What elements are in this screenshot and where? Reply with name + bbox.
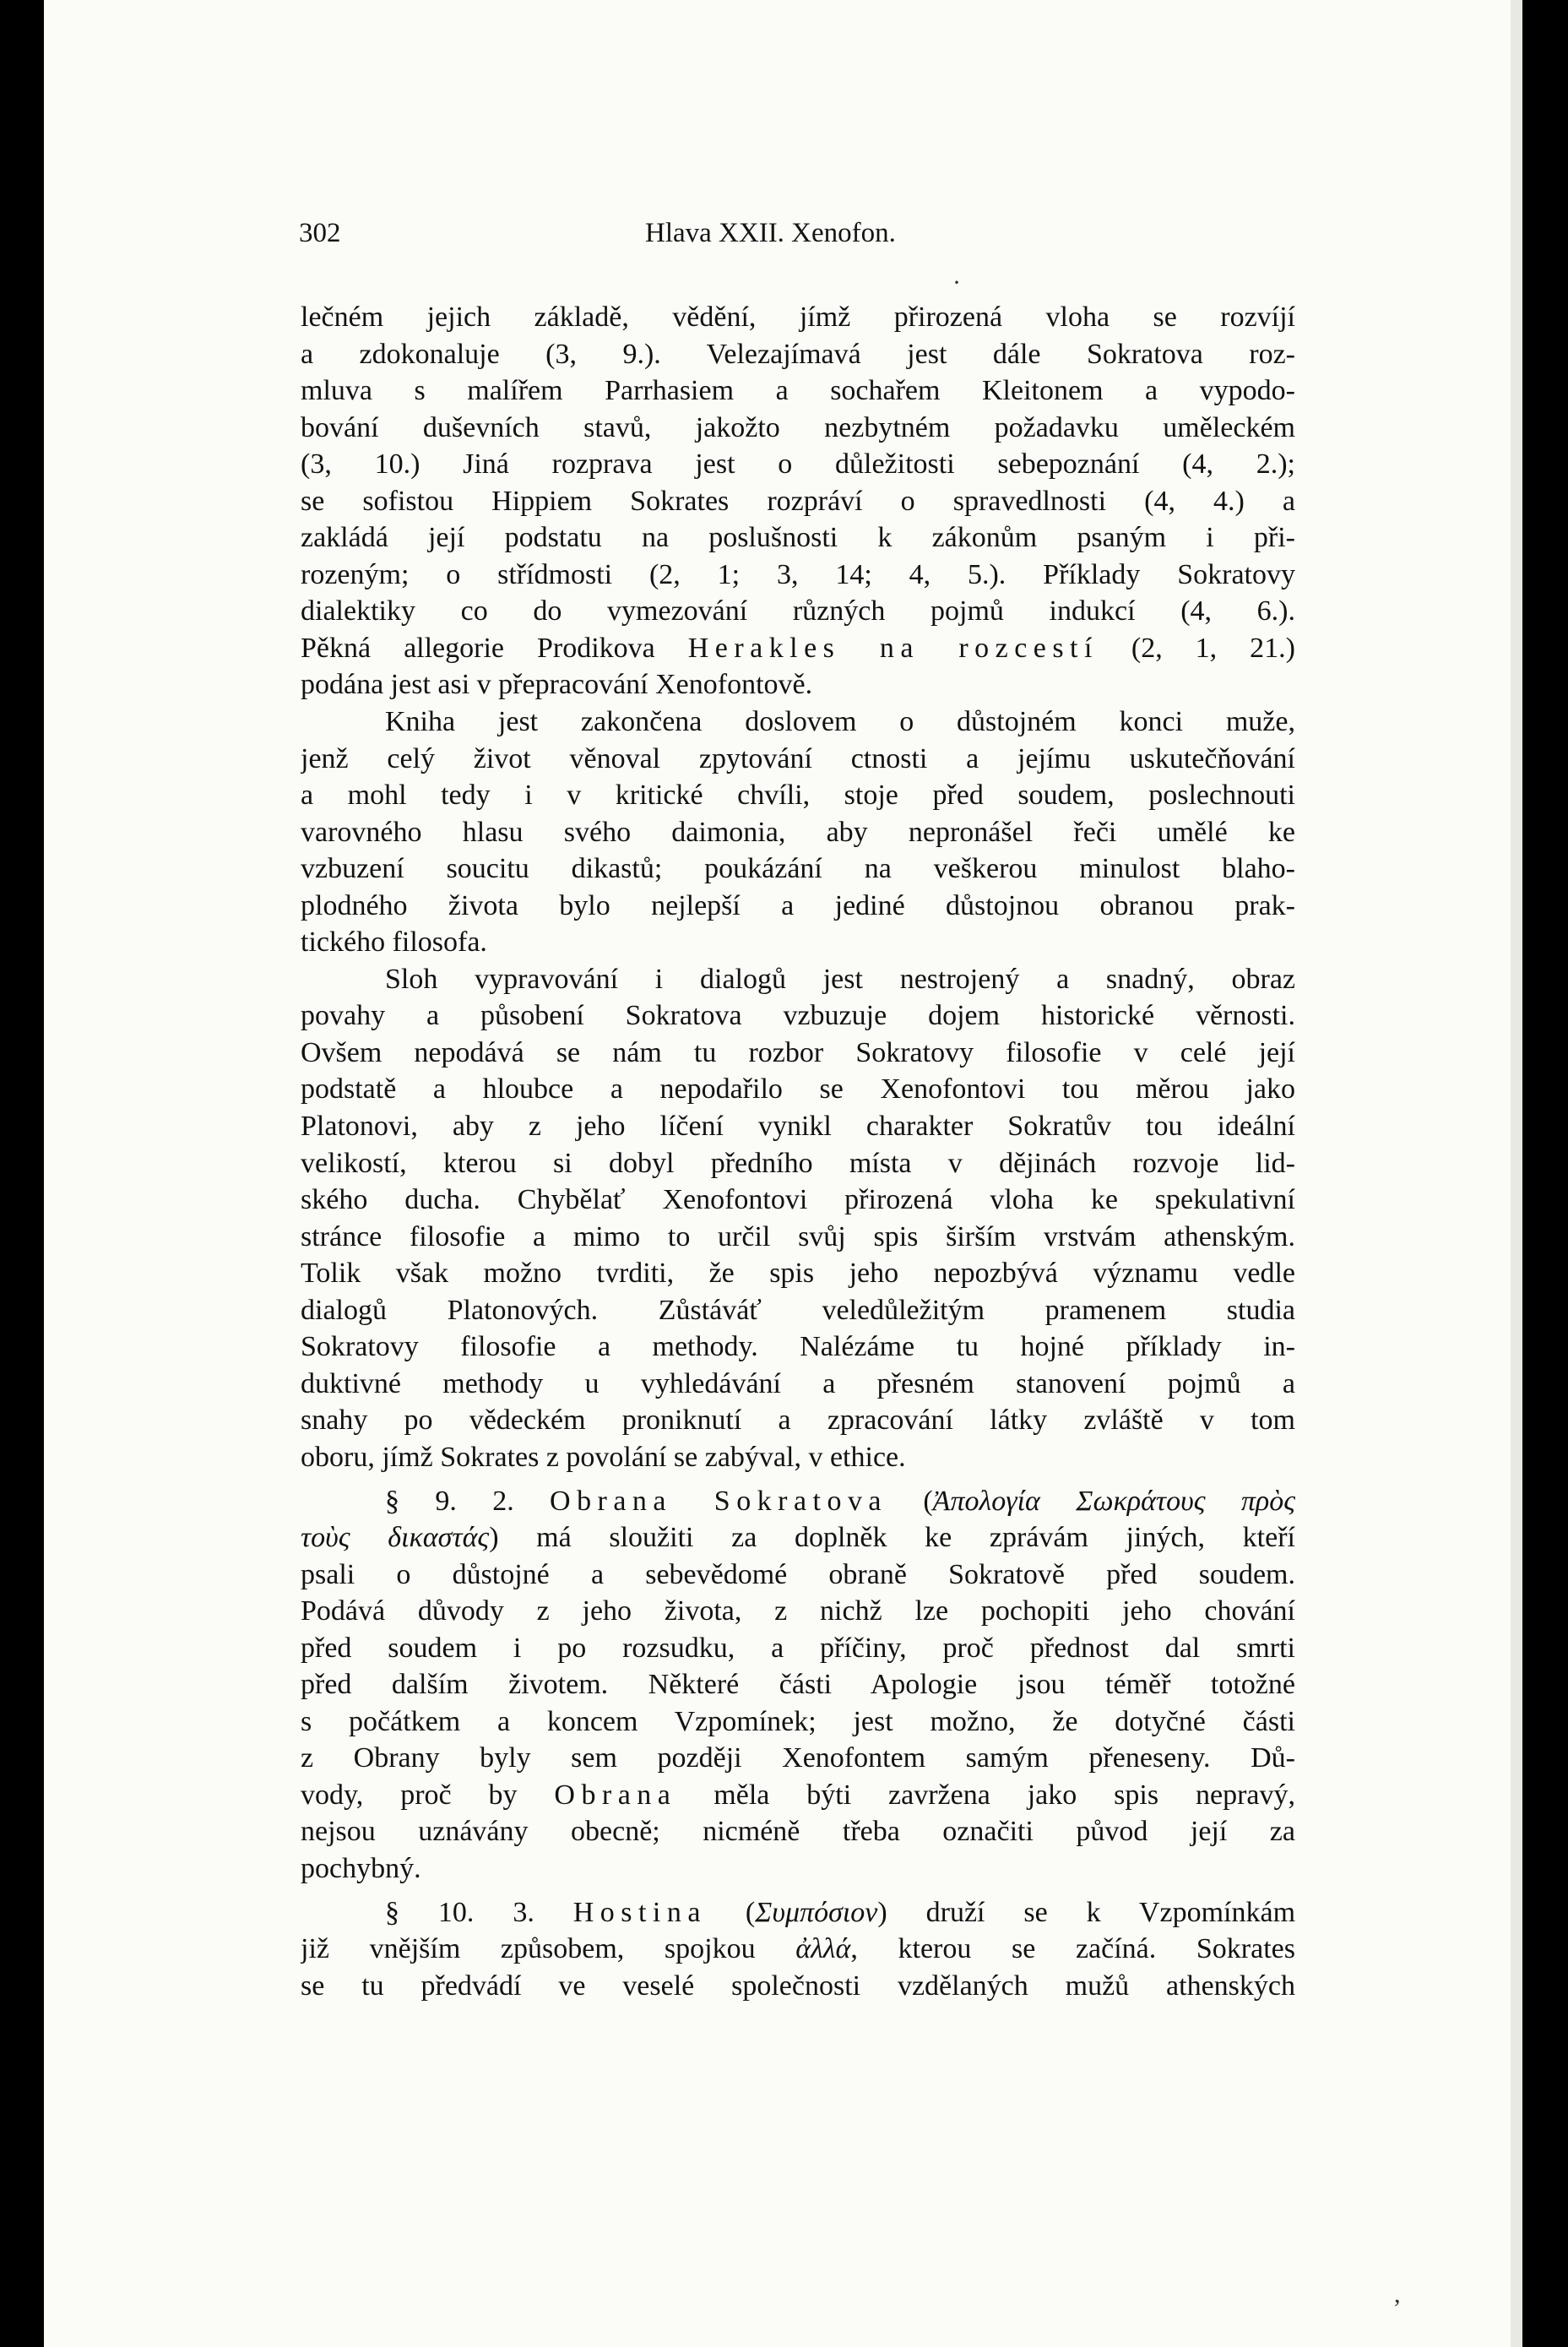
text-line: snahy po vědeckém proniknutí a zpracování látky zvláště v tom <box>301 1404 1295 1437</box>
text-line: pochybný. <box>301 1852 421 1884</box>
text-line: psali o důstojné a sebevědomé obraně Sokratově před soudem. <box>301 1558 1295 1590</box>
running-title: Hlava XXII. Xenofon. <box>645 218 896 248</box>
text-line: před dalším životem. Některé části Apologie jsou téměř totožné <box>301 1669 1295 1701</box>
text-line: z Obrany byly sem později Xenofontem samým přeneseny. Dů- <box>301 1742 1295 1774</box>
text-line: Platonovi, aby z jeho líčení vynikl charakter Sokratův tou ideální <box>301 1111 1295 1143</box>
text-line: dialektiky co do vymezování různých pojmů indukcí (4, 6.). <box>301 595 1295 627</box>
text-line: tického filosofa. <box>301 926 487 959</box>
text-line: rozeným; o střídmosti (2, 1; 3, 14; 4, 5.). Příklady Sokratovy <box>301 558 1295 590</box>
text-run: § 10. 3. <box>385 1896 573 1928</box>
text-line: dialogů Platonových. Zůstáváť veledůležitým pramenem studia <box>301 1294 1295 1326</box>
text-run: měla býti zavržena jako spis nepravý, <box>676 1779 1295 1811</box>
greek-title: Ἀπολογία Σωκράτους πρὸς <box>932 1485 1295 1517</box>
text-line: vzbuzení soucitu dikastů; poukázání na veškerou minulost blaho- <box>301 853 1295 885</box>
text-line: a zdokonaluje (3, 9.). Velezajímavá jest dále Sokratova roz- <box>301 338 1295 370</box>
text-line: duktivné methody u vyhledávání a přesném stanovení pojmů a <box>301 1367 1295 1399</box>
text-line: podána jest asi v přepracování Xenofontově. <box>301 669 813 701</box>
text-line: Ovšem nepodává se nám tu rozbor Sokratovy filosofie v celé její <box>301 1036 1295 1068</box>
text-run: (2, 1, 21.) <box>1098 632 1295 664</box>
text-line: Sloh vypravování i dialogů jest nestrojený a snadný, obraz <box>385 963 1295 995</box>
body-text <box>301 299 1295 2004</box>
text-line: a mohl tedy i v kritické chvíli, stoje před soudem, poslechnouti <box>301 780 1295 812</box>
text-run: § 9. 2. <box>385 1485 551 1517</box>
text-line: stránce filosofie a mimo to určil svůj spis širším vrstvám athenským. <box>301 1220 1295 1252</box>
print-speck: · <box>952 269 961 296</box>
text-line: Tolik však možno tvrditi, že spis jeho nepozbývá významu vedle <box>301 1258 1295 1290</box>
text-line: zakládá její podstatu na poslušnosti k zákonům psaným i při- <box>301 522 1295 554</box>
text-line: plodného života bylo nejlepší a jediné důstojnou obranou prak- <box>301 889 1295 921</box>
running-header <box>299 218 1299 260</box>
text-run: , kterou se začíná. Sokrates <box>850 1933 1295 1965</box>
text-line: před soudem i po rozsudku, a příčiny, proč přednost dal smrti <box>301 1632 1295 1664</box>
page-number: 302 <box>299 218 341 248</box>
greek-word: ἀλλά <box>795 1933 851 1965</box>
text-line: povahy a působení Sokratova vzbuzuje dojem historické věrnosti. <box>301 1000 1295 1032</box>
text-run: ( <box>887 1485 933 1517</box>
text-line <box>301 1519 1295 1557</box>
text-run: ( <box>706 1896 756 1928</box>
text-line <box>301 1777 1295 1814</box>
text-line: Podává důvody z jeho života, z nichž lze pochopiti jeho chování <box>301 1595 1295 1627</box>
greek-title: τοὺς δικαστάς <box>301 1522 490 1554</box>
spaced-emphasis: Herakles na rozcestí <box>687 632 1099 664</box>
text-line: Kniha jest zakončena doslovem o důstojném konci muže, <box>385 706 1295 738</box>
spaced-emphasis: Hostina <box>572 1896 707 1928</box>
spaced-emphasis: Obrana <box>554 1779 677 1811</box>
text-line: Sokratovy filosofie a methody. Nalézáme tu hojné příklady in- <box>301 1331 1295 1363</box>
text-line: se tu předvádí ve veselé společnosti vzdělaných mužů athenských <box>301 1969 1295 2002</box>
facing-page-edge <box>1511 0 1522 2347</box>
text-run: vody, proč by <box>301 1779 555 1811</box>
text-line <box>301 630 1295 667</box>
text-line: se sofistou Hippiem Sokrates rozpráví o spravedlnosti (4, 4.) a <box>301 485 1295 517</box>
text-line: varovného hlasu svého daimonia, aby nepronášel řeči umělé ke <box>301 816 1295 848</box>
text-line: mluva s malířem Parrhasiem a sochařem Kleitonem a vypodo- <box>301 375 1295 407</box>
section-9-heading-line <box>301 1483 1295 1520</box>
text-line: ského ducha. Chybělať Xenofontovi přirozená vloha ke spekulativní <box>301 1184 1295 1216</box>
text-line <box>301 1931 1295 1968</box>
text-run: již vnějším způsobem, spojkou <box>301 1933 796 1965</box>
text-line: bování duševních stavů, jakožto nezbytném požadavku uměleckém <box>301 411 1295 443</box>
text-line: nejsou uznávány obecně; nicméně třeba označiti původ její za <box>301 1816 1295 1848</box>
text-line: velikostí, kterou si dobyl předního místa v dějinách rozvoje lid- <box>301 1147 1295 1179</box>
spaced-emphasis: Obrana Sokratova <box>550 1485 887 1517</box>
text-line: oboru, jímž Sokrates z povolání se zabýval, v ethice. <box>301 1441 906 1473</box>
text-line: jenž celý život věnoval zpytování ctnosti a jejímu uskutečňování <box>301 742 1295 774</box>
greek-title: Συμπόσιον <box>755 1896 878 1928</box>
text-line: lečném jejich základě, vědění, jímž přirozená vloha se rozvíjí <box>301 302 1295 333</box>
text-run: ) druží se k Vzpomínkám <box>877 1896 1295 1928</box>
section-10-heading-line <box>301 1894 1295 1931</box>
text-line: podstatě a hloubce a nepodařilo se Xenofontovi tou měrou jako <box>301 1073 1295 1106</box>
text-line: s počátkem a koncem Vzpomínek; jest možno, že dotyčné části <box>301 1705 1295 1737</box>
print-speck: , <box>1394 2280 1401 2308</box>
text-line: (3, 10.) Jiná rozprava jest o důležitosti sebepoznání (4, 2.); <box>301 448 1295 481</box>
text-run: Pěkná allegorie Prodikova <box>301 632 688 664</box>
text-run: ) má sloužiti za doplněk ke zprávám jiných, kteří <box>489 1522 1295 1554</box>
